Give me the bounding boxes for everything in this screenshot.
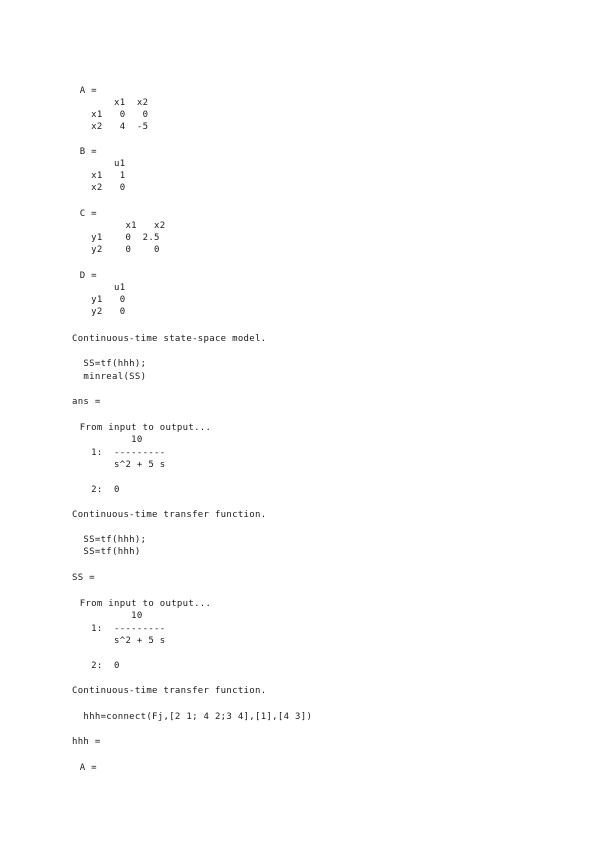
matrix-d-header: u1 xyxy=(74,283,126,293)
matrix-c-row: y1 0 2.5 xyxy=(74,233,160,243)
transfer-fraction-bar: 1: --------- xyxy=(74,624,166,634)
model-type-note: Continuous-time transfer function. xyxy=(72,510,267,520)
command-line: SS=tf(hhh) xyxy=(72,547,141,557)
matrix-d-label: D = xyxy=(74,271,97,281)
matrix-a-row: x2 4 -5 xyxy=(74,122,149,132)
matrix-c-row: y2 0 0 xyxy=(74,245,160,255)
matrix-a-label: A = xyxy=(74,763,97,773)
transfer-numerator: 10 xyxy=(74,435,143,445)
matrix-b-row: x1 1 xyxy=(74,171,126,181)
command-line: minreal(SS) xyxy=(72,372,147,382)
command-line: hhh=connect(Fj,[2 1; 4 2;3 4],[1],[4 3]) xyxy=(72,712,313,722)
transfer-header: From input to output... xyxy=(74,423,212,433)
transfer-output-2: 2: 0 xyxy=(74,661,120,671)
command-line: SS=tf(hhh); xyxy=(72,359,147,369)
transfer-denominator: s^2 + 5 s xyxy=(74,460,166,470)
model-type-note: Continuous-time transfer function. xyxy=(72,686,267,696)
model-type-note: Continuous-time state-space model. xyxy=(72,334,267,344)
transfer-numerator: 10 xyxy=(74,611,143,621)
command-line: SS=tf(hhh); xyxy=(72,535,147,545)
transfer-output-2: 2: 0 xyxy=(74,485,120,495)
matrix-c-label: C = xyxy=(74,209,97,219)
transfer-fraction-bar: 1: --------- xyxy=(74,448,166,458)
matrix-a-label: A = xyxy=(74,86,97,96)
ans-label: ans = xyxy=(72,397,101,407)
matrix-c-header: x1 x2 xyxy=(74,221,166,231)
matrix-d-row: y2 0 xyxy=(74,307,126,317)
transfer-header: From input to output... xyxy=(74,599,212,609)
matrix-b-header: u1 xyxy=(74,159,126,169)
matrix-d-row: y1 0 xyxy=(74,295,126,305)
transfer-denominator: s^2 + 5 s xyxy=(74,636,166,646)
matrix-a-header: x1 x2 xyxy=(74,98,149,108)
hhh-label: hhh = xyxy=(72,737,101,747)
matrix-b-label: B = xyxy=(74,147,97,157)
matrix-b-row: x2 0 xyxy=(74,183,126,193)
matrix-a-row: x1 0 0 xyxy=(74,110,149,120)
ss-label: SS = xyxy=(72,573,95,583)
